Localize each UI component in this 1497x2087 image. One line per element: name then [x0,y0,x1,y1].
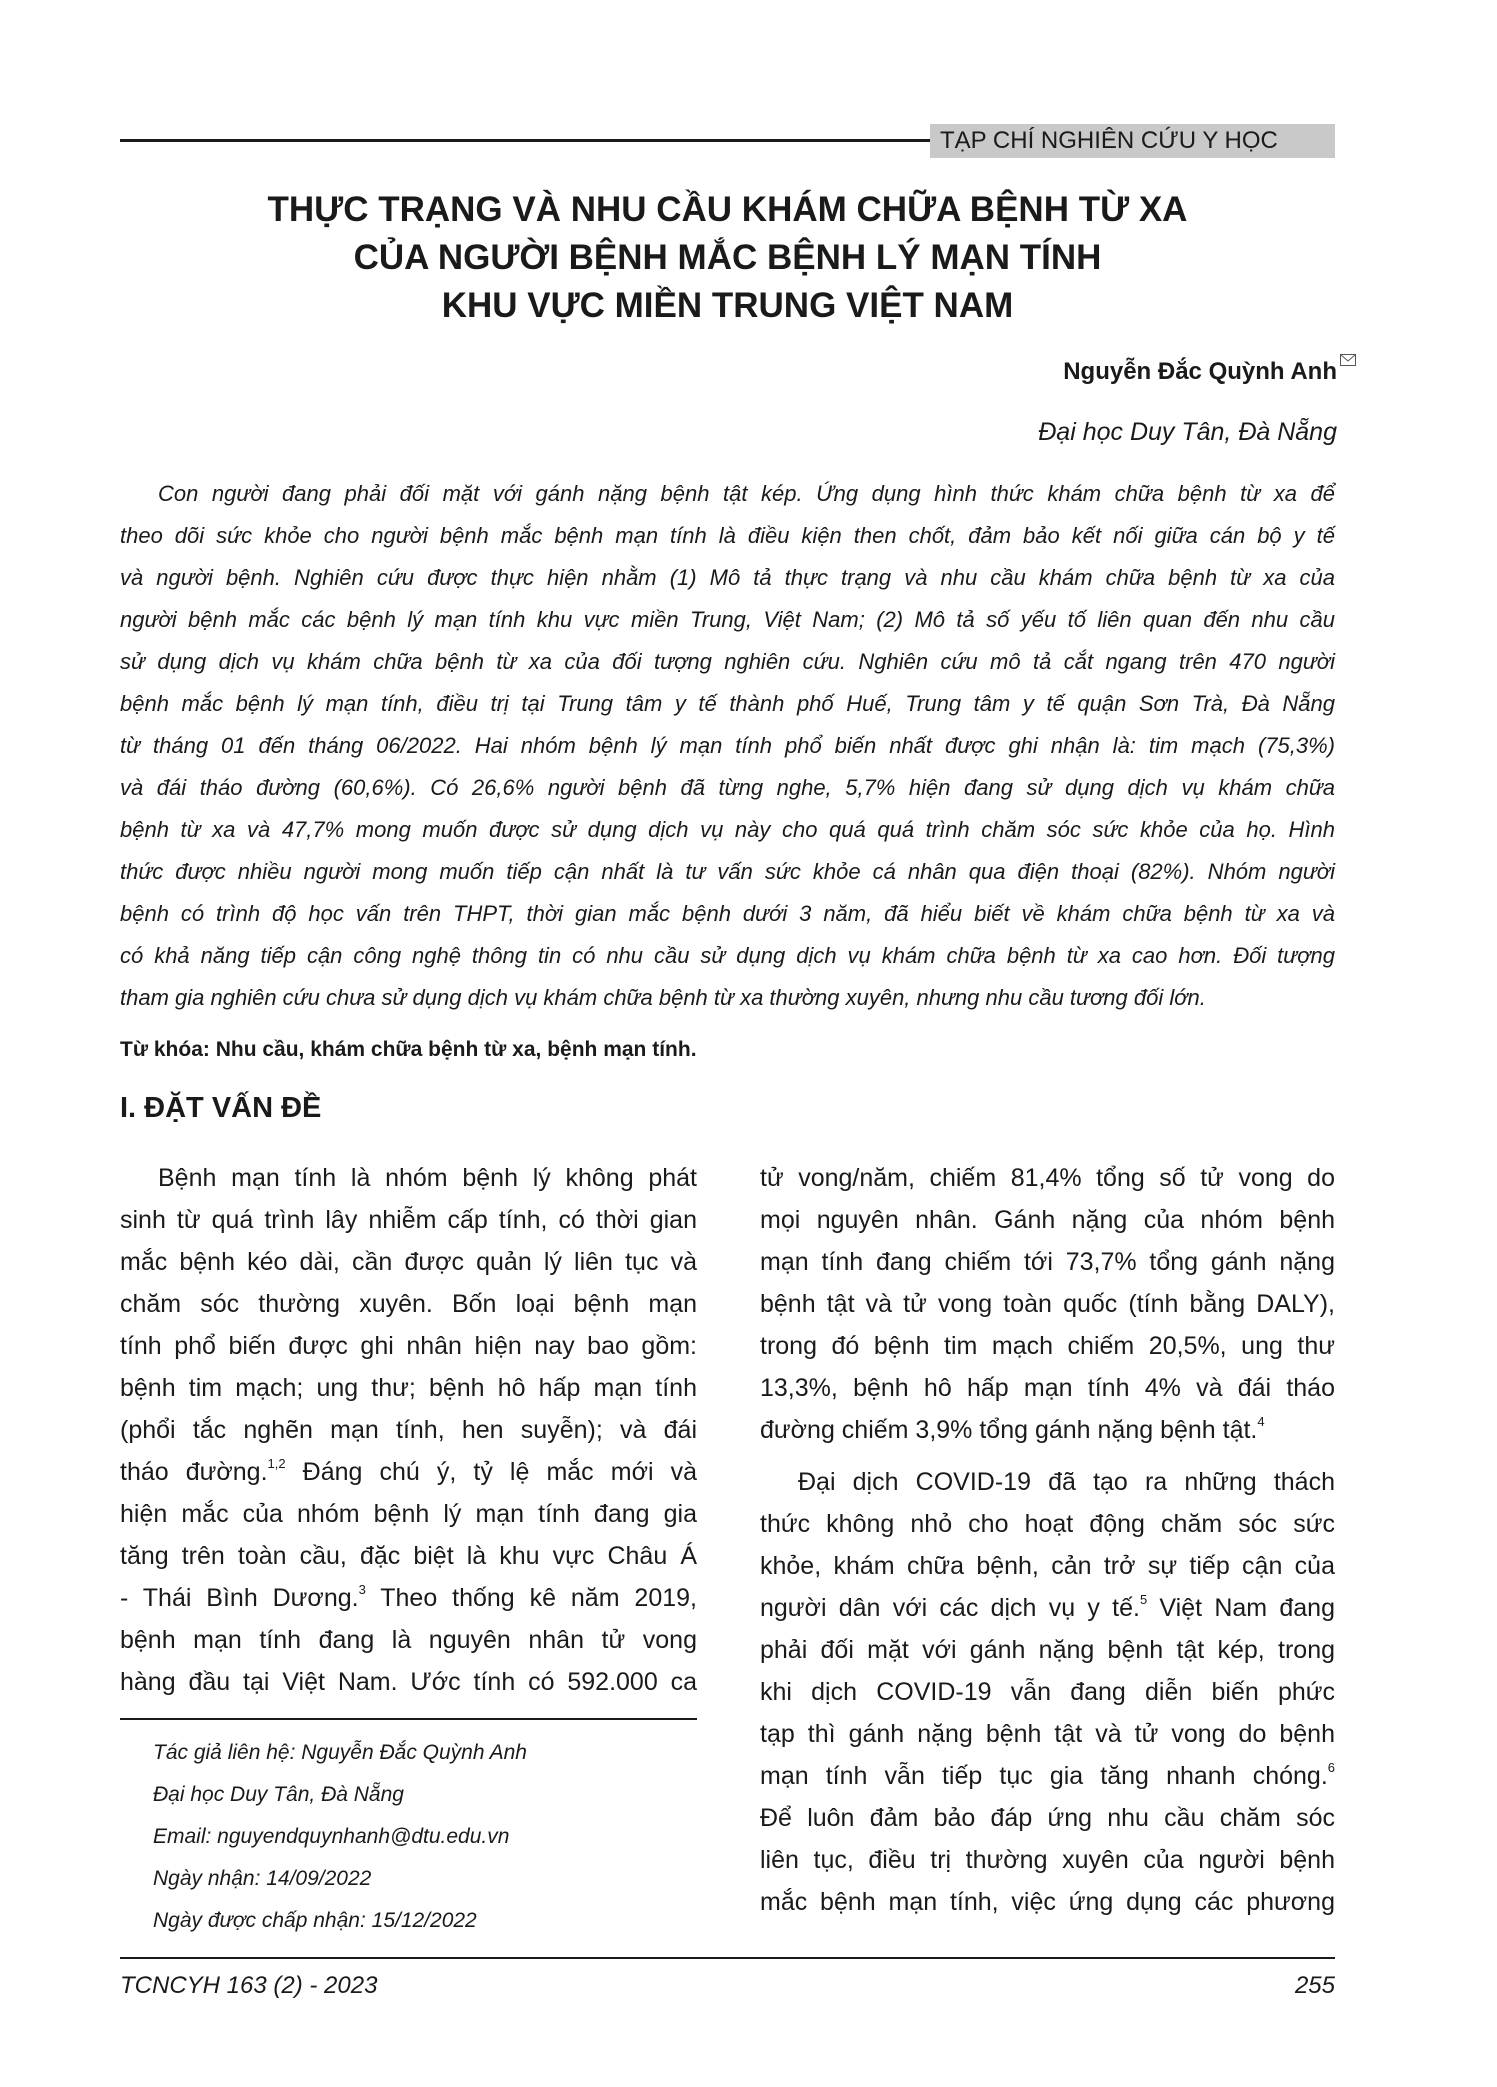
body-line: tạp thì gánh nặng bệnh tật và tử vong do bệnh [760,1720,1335,1748]
body-line: bệnh tim mạch; ung thư; bệnh hô hấp mạn tính [120,1374,697,1402]
abstract [120,473,1335,1019]
abstract-line: bệnh từ xa và 47,7% mong muốn được sử dụng dịch vụ này cho quá quá trình chăm sóc sức khỏe của họ. Hình [120,817,1335,842]
header-rule [120,139,940,142]
body-text: đường chiếm 3,9% tổng gánh nặng bệnh tật. [760,1416,1258,1444]
title-line-3: KHU VỰC MIỀN TRUNG VIỆT NAM [441,286,1014,325]
body-line: mọi nguyên nhân. Gánh nặng của nhóm bệnh [760,1206,1335,1234]
body-column-right [760,1157,1335,1923]
body-text: người dân với các dịch vụ y tế. [760,1594,1140,1622]
footnote-received: Ngày nhận: 14/09/2022 [153,1867,372,1890]
body-text: mạn tính vẫn tiếp tục gia tăng nhanh chóng. [760,1762,1328,1790]
body-line: khỏe, khám chữa bệnh, cản trở sự tiếp cận của [760,1552,1335,1580]
correspondence-footnote [153,1732,527,1942]
footnote-contact: Tác giả liên hệ: Nguyễn Đắc Quỳnh Anh [153,1741,527,1764]
body-line: bệnh mạn tính đang là nguyên nhân tử vong [120,1626,697,1654]
title-line-1: THỰC TRẠNG VÀ NHU CẦU KHÁM CHỮA BỆNH TỪ XA [267,190,1188,229]
abstract-line: bệnh mắc bệnh lý mạn tính, điều trị tại Trung tâm y tế thành phố Huế, Trung tâm y tế quận Sơn Trà, Đà Nẵng [120,691,1335,716]
citation-ref: 1,2 [267,1456,286,1471]
journal-tag: TẠP CHÍ NGHIÊN CỨU Y HỌC [930,124,1335,158]
body-line: chăm sóc thường xuyên. Bốn loại bệnh mạn [120,1290,697,1318]
body-line: mắc bệnh kéo dài, cần được quản lý liên tục và [120,1248,697,1276]
abstract-line: Con người đang phải đối mặt với gánh nặng bệnh tật kép. Ứng dụng hình thức khám chữa bệnh từ xa để [158,481,1335,506]
abstract-line: tham gia nghiên cứu chưa sử dụng dịch vụ khám chữa bệnh từ xa thường xuyên, nhưng nhu cầu tương đối lớn. [120,985,1206,1010]
abstract-line: và đái tháo đường (60,6%). Có 26,6% người bệnh đã từng nghe, 5,7% hiện đang sử dụng dịch vụ khám chữa [120,775,1335,800]
footer-rule [120,1957,1335,1959]
abstract-line: có khả năng tiếp cận công nghệ thông tin có nhu cầu sử dụng dịch vụ khám chữa bệnh từ xa cao hơn. Đối tượng [120,943,1335,968]
body-line [760,1755,1335,1797]
mail-icon [1340,354,1356,366]
body-line: 13,3%, bệnh hô hấp mạn tính 4% và đái tháo [760,1374,1335,1402]
citation-ref: 4 [1257,1414,1265,1429]
abstract-line: sử dụng dịch vụ khám chữa bệnh từ xa của đối tượng nghiên cứu. Nghiên cứu mô tả cắt ngang trên 470 người [120,649,1335,674]
body-line: (phổi tắc nghẽn mạn tính, hen suyễn); và đái [120,1416,697,1444]
body-line [120,1577,697,1619]
abstract-line: và người bệnh. Nghiên cứu được thực hiện nhằm (1) Mô tả thực trạng và nhu cầu khám chữa bệnh từ xa của [120,565,1335,590]
body-text: Theo thống kê năm 2019, [365,1584,697,1612]
author-affiliation: Đại học Duy Tân, Đà Nẵng [1038,418,1337,446]
body-text: tháo đường. [120,1458,268,1486]
footnote-accepted: Ngày được chấp nhận: 15/12/2022 [153,1909,477,1932]
body-line [120,1451,697,1493]
body-line: tính phổ biến được ghi nhân hiện nay bao gồm: [120,1332,697,1360]
body-text: Đáng chú ý, tỷ lệ mắc mới và [285,1458,697,1486]
body-line: mạn tính đang chiếm tới 73,7% tổng gánh nặng [760,1248,1335,1276]
author-name-text: Nguyễn Đắc Quỳnh Anh [1063,358,1337,385]
body-line [760,1409,1335,1451]
body-line: phải đối mặt với gánh nặng bệnh tật kép, trong [760,1636,1335,1664]
page-number: 255 [1294,1972,1335,1999]
citation-ref: 6 [1327,1760,1335,1775]
abstract-line: thức được nhiều người mong muốn tiếp cận nhất là tư vấn sức khỏe cá nhân qua điện thoại (82%). Nhóm người [120,859,1335,884]
body-line: hàng đầu tại Việt Nam. Ước tính có 592.000 ca [120,1668,697,1696]
keywords: Từ khóa: Nhu cầu, khám chữa bệnh từ xa, bệnh mạn tính. [120,1038,697,1061]
body-line: bệnh tật và tử vong toàn quốc (tính bằng DALY), [760,1290,1335,1318]
body-column-left [120,1157,697,1703]
article-title [120,186,1335,330]
body-line: Bệnh mạn tính là nhóm bệnh lý không phát [158,1164,697,1192]
body-line: mắc bệnh mạn tính, việc ứng dụng các phương [760,1888,1335,1916]
paragraph-gap [760,1451,1335,1461]
body-line [760,1587,1335,1629]
body-line: khi dịch COVID-19 vẫn đang diễn biến phức [760,1678,1335,1706]
footnote-email: Email: nguyendquynhanh@dtu.edu.vn [153,1825,510,1848]
body-text: - Thái Bình Dương. [120,1584,359,1612]
footnote-rule [120,1718,697,1720]
citation-ref: 3 [358,1582,366,1597]
body-line: sinh từ quá trình lây nhiễm cấp tính, có thời gian [120,1206,697,1234]
body-line: hiện mắc của nhóm bệnh lý mạn tính đang gia [120,1500,697,1528]
citation-ref: 5 [1139,1592,1148,1607]
abstract-line: theo dõi sức khỏe cho người bệnh mắc bệnh mạn tính là điều kiện then chốt, đảm bảo kết nối giữa cán bộ y tế [120,523,1335,548]
section-heading: I. ĐẶT VẤN ĐỀ [120,1092,322,1124]
author-name [1063,358,1337,386]
footnote-affiliation: Đại học Duy Tân, Đà Nẵng [153,1783,404,1806]
body-line: thức không nhỏ cho hoạt động chăm sóc sức [760,1510,1335,1538]
body-line: Đại dịch COVID-19 đã tạo ra những thách [798,1468,1335,1496]
body-text: Việt Nam đang [1147,1594,1335,1622]
body-line: trong đó bệnh tim mạch chiếm 20,5%, ung thư [760,1332,1335,1360]
abstract-line: từ tháng 01 đến tháng 06/2022. Hai nhóm bệnh lý mạn tính phổ biến nhất được ghi nhận là: tim mạch (75,3%) [120,733,1335,758]
body-line: liên tục, điều trị thường xuyên của người bệnh [760,1846,1335,1874]
body-line: tử vong/năm, chiếm 81,4% tổng số tử vong do [760,1164,1335,1192]
abstract-line: bệnh có trình độ học vấn trên THPT, thời gian mắc bệnh dưới 3 năm, đã hiểu biết về khám chữa bệnh từ xa và [120,901,1335,926]
title-line-2: CỦA NGƯỜI BỆNH MẮC BỆNH LÝ MẠN TÍNH [353,238,1102,277]
body-line: tăng trên toàn cầu, đặc biệt là khu vực Châu Á [120,1542,697,1570]
abstract-line: người bệnh mắc các bệnh lý mạn tính khu vực miền Trung, Việt Nam; (2) Mô tả số yếu tố liên quan đến nhu cầu [120,607,1335,632]
footer-citation: TCNCYH 163 (2) - 2023 [120,1972,378,1999]
body-line: Để luôn đảm bảo đáp ứng nhu cầu chăm sóc [760,1804,1335,1832]
